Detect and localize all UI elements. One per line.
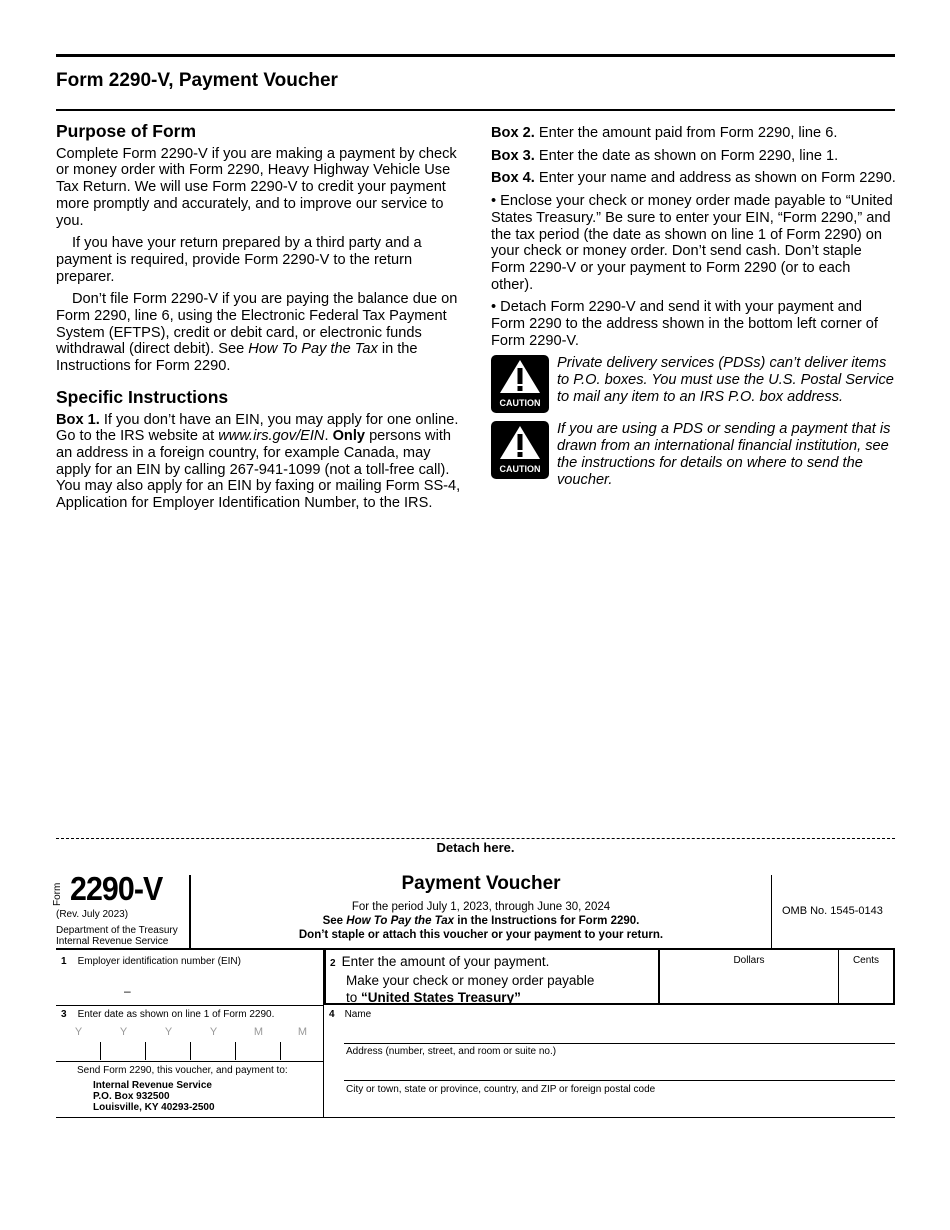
irs-address: Internal Revenue Service P.O. Box 932500 Louisville, KY 40293-2500 bbox=[93, 1080, 215, 1113]
city-field[interactable] bbox=[344, 1096, 894, 1116]
form-word: Form bbox=[52, 882, 63, 906]
right-column bbox=[491, 125, 896, 496]
svg-text:CAUTION: CAUTION bbox=[499, 398, 541, 409]
date-letter: Y bbox=[74, 1026, 83, 1038]
box3-paragraph: Box 3. Enter the date as shown on Form 2290, line 1. bbox=[491, 147, 839, 164]
voucher-title: Payment Voucher bbox=[401, 873, 561, 894]
date-label: 3 Enter date as shown on line 1 of Form 2290. bbox=[61, 1009, 275, 1020]
form-revision: (Rev. July 2023) bbox=[56, 909, 129, 920]
page-title: Form 2290-V, Payment Voucher bbox=[56, 70, 338, 91]
amount-instructions: 2 Enter the amount of your payment. Make your check or money order payable to “United States Treasury” bbox=[330, 954, 595, 1005]
ein-field[interactable]: 1 Employer identification number (EIN) – bbox=[61, 956, 241, 998]
name-rule bbox=[344, 1043, 895, 1044]
voucher-subtitle: For the period July 1, 2023, through June 30, 2024 See How To Pay the Tax in the Instructions for Form 2290. Don’t staple or attach this voucher or your payment to your return. bbox=[298, 901, 664, 941]
caution-icon bbox=[491, 421, 549, 479]
date-letter: Y bbox=[119, 1026, 128, 1038]
box2-paragraph: Box 2. Enter the amount paid from Form 2290, line 6. bbox=[491, 125, 838, 141]
ein-dash: – bbox=[124, 984, 131, 998]
form-number: 2290-V bbox=[70, 870, 163, 907]
omb-number: OMB No. 1545-0143 bbox=[782, 905, 883, 917]
date-letter: M bbox=[253, 1026, 264, 1038]
purpose-paragraph-2: If you have your return prepared by a third party and a payment is required, provide Form 2290-V to the return preparer. bbox=[56, 235, 422, 285]
name-label: 4 Name bbox=[329, 1009, 372, 1020]
address-rule bbox=[344, 1080, 895, 1081]
caution-icon bbox=[491, 355, 549, 413]
caution-block-2 bbox=[491, 421, 896, 488]
date-letter: M bbox=[297, 1026, 308, 1038]
address-label: Address (number, street, and room or suite no.) bbox=[346, 1046, 557, 1057]
name-field[interactable] bbox=[344, 1020, 894, 1042]
left-column bbox=[56, 123, 461, 518]
send-to-label: Send Form 2290, this voucher, and payment to: bbox=[77, 1065, 288, 1076]
purpose-heading: Purpose of Form bbox=[56, 121, 197, 141]
title-rule bbox=[56, 109, 895, 111]
box1-paragraph: Box 1. If you don’t have an EIN, you may apply for one online. Go to the IRS website at www.irs.gov/EIN. Only persons with an address in a foreign country, for example Canada, may apply for an EIN by calling 267-941-1099 (not a toll-free call). You may also apply for an EIN by faxing or mailing Form SS-4, Application for Employer Identification Number, to the IRS. bbox=[56, 411, 461, 512]
date-letter: Y bbox=[164, 1026, 173, 1038]
address-field[interactable] bbox=[344, 1058, 894, 1079]
caution-text-2: If you are using a PDS or sending a payment that is drawn from an international financial institution, see the instructions for details on where to send the voucher. bbox=[557, 421, 891, 488]
cents-field[interactable]: Cents bbox=[852, 955, 880, 966]
dollars-field[interactable]: Dollars bbox=[733, 955, 765, 966]
svg-text:CAUTION: CAUTION bbox=[499, 464, 541, 475]
voucher-bottom-rule bbox=[56, 1117, 895, 1118]
detach-label: Detach here. bbox=[436, 840, 515, 855]
date-field[interactable] bbox=[56, 1026, 324, 1062]
purpose-paragraph-3: Don’t file Form 2290-V if you are paying the balance due on Form 2290, line 6, using the Electronic Federal Tax Payment System (EFTPS), credit or debit card, or electronic funds withdrawal (direct debit). See How To Pay the Tax in the Instructions for Form 2290. bbox=[56, 291, 458, 375]
city-label: City or town, state or province, country, and ZIP or foreign postal code bbox=[346, 1084, 656, 1095]
bullet-detach: • Detach Form 2290-V and send it with your payment and Form 2290 to the address shown in the bottom left corner of Form 2290-V. bbox=[491, 299, 878, 349]
box4-paragraph: Box 4. Enter your name and address as shown on Form 2290. bbox=[491, 170, 896, 187]
bullet-enclose: • Enclose your check or money order made payable to “United States Treasury.” Be sure to enter your EIN, “Form 2290,” and the tax period (the date as shown on line 1 of Form 2290) on your check or money order. Don’t send cash. Don’t staple Form 2290-V or your payment to Form 2290 (or to each other). bbox=[491, 193, 893, 293]
line3-top-rule bbox=[56, 1005, 324, 1006]
caution-block-1 bbox=[491, 355, 896, 413]
date-letter: Y bbox=[209, 1026, 218, 1038]
detach-line bbox=[56, 838, 895, 839]
department-label: Department of the Treasury Internal Revenue Service bbox=[56, 925, 178, 947]
top-rule bbox=[56, 54, 895, 57]
specific-heading: Specific Instructions bbox=[56, 386, 229, 407]
purpose-paragraph-1: Complete Form 2290-V if you are making a payment by check or money order with Form 2290, Heavy Highway Vehicle Use Tax Return. We will use Form 2290-V to credit your payment more promptly and accurately, and to improve our service to you. bbox=[56, 145, 457, 229]
header-divider-right bbox=[771, 875, 772, 948]
caution-text-1: Private delivery services (PDSs) can’t deliver items to P.O. boxes. You must use the U.S. Postal Service to mail any item to an IRS P.O. box address. bbox=[557, 355, 894, 405]
line3-bottom-rule bbox=[56, 1061, 324, 1062]
